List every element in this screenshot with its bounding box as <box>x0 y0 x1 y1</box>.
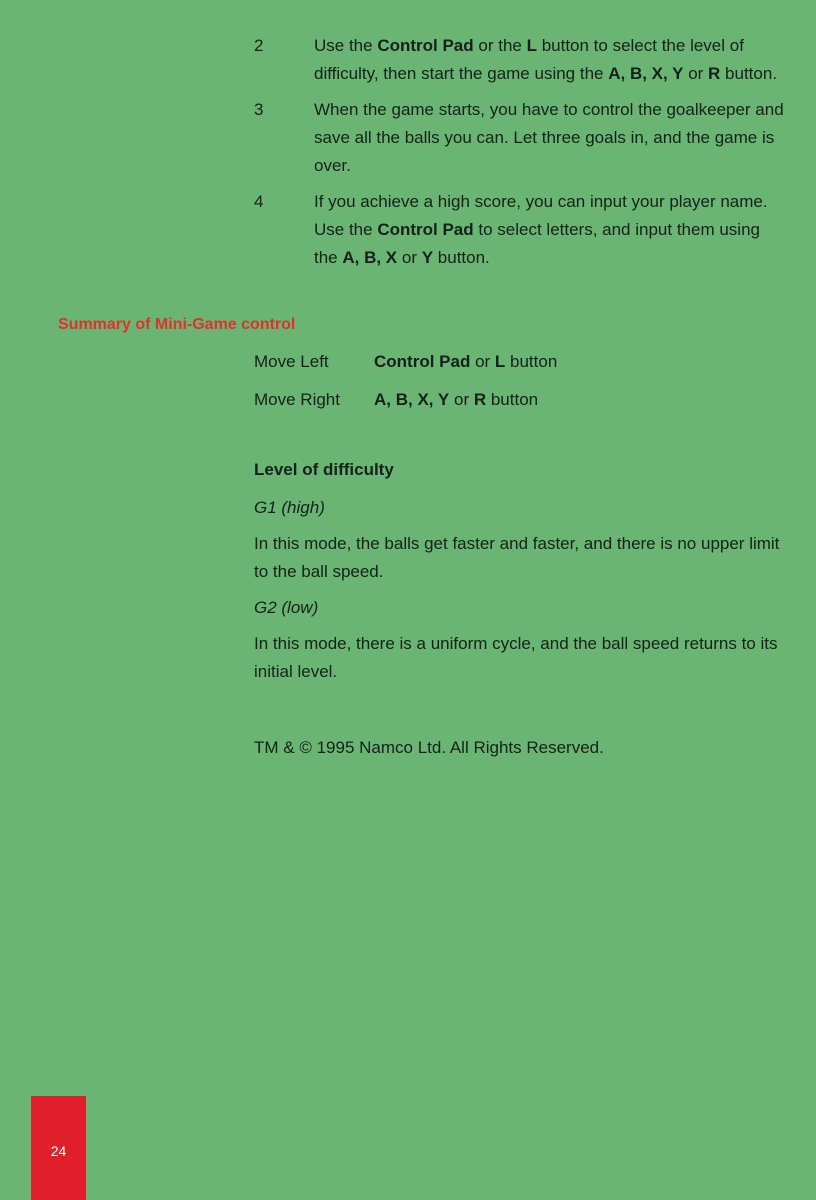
bold-term: Control Pad <box>374 352 471 371</box>
instruction-steps <box>254 32 784 280</box>
step-number: 3 <box>254 100 264 119</box>
text-run: or <box>470 352 495 371</box>
controls-table <box>254 343 557 419</box>
text-run: If you achieve a high score, you can input your player name. Use the <box>314 192 768 239</box>
step-number: 4 <box>254 192 264 211</box>
control-action: Move Right <box>254 390 340 409</box>
control-keys <box>374 352 557 372</box>
bold-term: R <box>708 64 721 83</box>
step-item <box>254 32 784 88</box>
mode-description: In this mode, there is a uniform cycle, and the ball speed returns to its initial level. <box>254 634 778 681</box>
text-run: or <box>683 64 709 83</box>
text-run: or <box>397 248 422 267</box>
mode-name: G1 (high) <box>254 498 325 517</box>
step-number: 2 <box>254 36 264 55</box>
control-row <box>254 343 557 381</box>
text-run: to select letters, and input them using the <box>314 220 760 267</box>
bold-term: R <box>473 390 487 409</box>
control-action: Move Left <box>254 352 329 371</box>
text-run: or the <box>473 36 527 55</box>
page-number-tab <box>31 1096 86 1200</box>
bold-term: Control Pad <box>377 220 474 239</box>
step-text <box>314 96 784 180</box>
summary-heading: Summary of Mini-Game control <box>58 316 296 333</box>
bold-term: Y <box>421 248 434 267</box>
text-run: button <box>486 390 539 409</box>
bold-term: A, B, X <box>342 248 398 267</box>
difficulty-section <box>254 456 784 694</box>
difficulty-heading: Level of difficulty <box>254 460 394 479</box>
step-text <box>314 32 784 88</box>
text-run: Use the <box>314 36 378 55</box>
text-run: When the game starts, you have to control the goalkeeper and save all the balls you can. Let three goals in, and the game is over. <box>314 100 784 175</box>
bold-term: A, B, X, Y <box>374 390 450 409</box>
bold-term: Control Pad <box>377 36 474 55</box>
text-run: button <box>505 352 558 371</box>
text-run: button to select the level of difficulty, then start the game using the <box>314 36 744 83</box>
bold-term: L <box>494 352 506 371</box>
control-keys <box>374 390 538 410</box>
control-row <box>254 381 557 419</box>
text-run: button. <box>433 248 490 267</box>
text-run: button. <box>720 64 778 83</box>
copyright-notice: TM & © 1995 Namco Ltd. All Rights Reserved. <box>254 738 604 757</box>
step-item <box>254 188 784 272</box>
step-text <box>314 188 784 272</box>
bold-term: A, B, X, Y <box>608 64 684 83</box>
mode-description: In this mode, the balls get faster and faster, and there is no upper limit to the ball speed. <box>254 534 780 581</box>
page-number: 24 <box>50 1143 67 1159</box>
text-run: or <box>449 390 474 409</box>
mode-name: G2 (low) <box>254 598 319 617</box>
bold-term: L <box>526 36 537 55</box>
step-item <box>254 96 784 180</box>
